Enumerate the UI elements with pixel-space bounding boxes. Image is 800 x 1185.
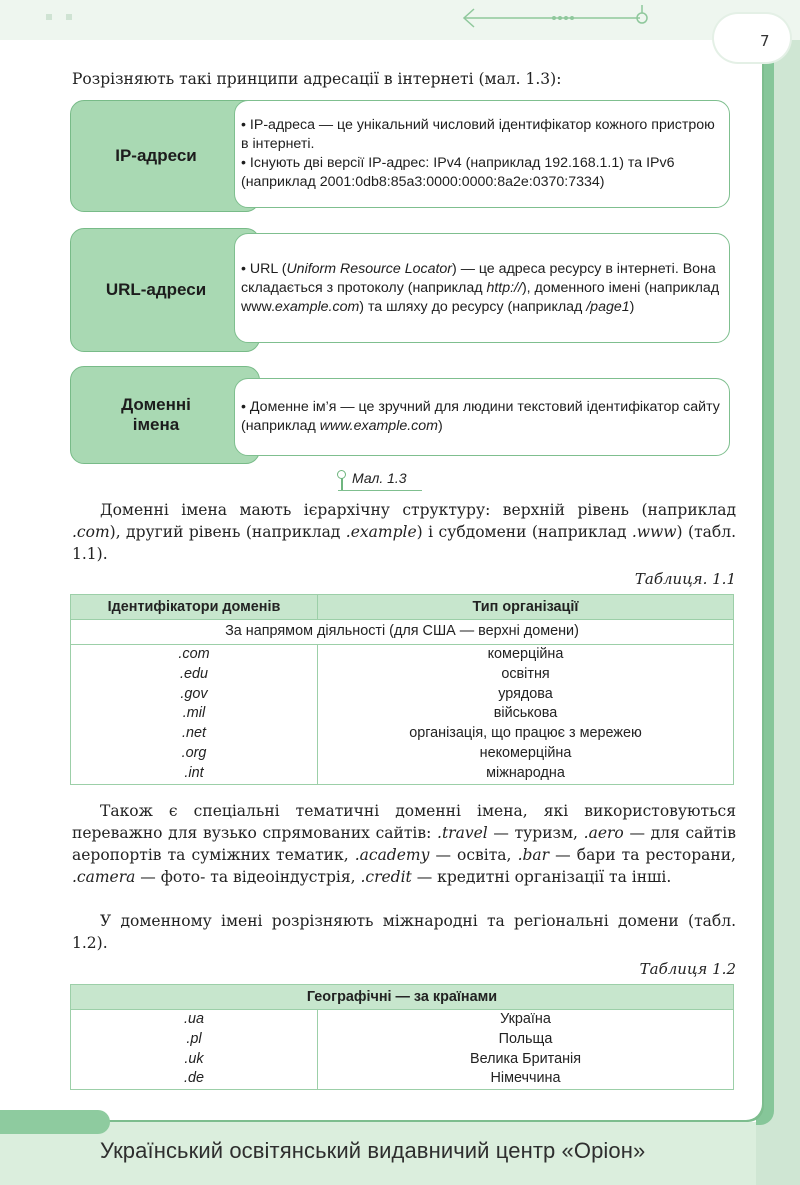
table1 xyxy=(70,594,734,785)
text-segment: — бари та ресторани, xyxy=(549,846,736,864)
text-segment: .aero xyxy=(583,824,624,842)
domain-cell: .edu xyxy=(71,665,318,685)
intro-text: Розрізняють такі принципи адресації в інтернеті (мал. 1.3): xyxy=(72,70,562,88)
value-cell: військова xyxy=(318,704,734,724)
text-segment: /page1 xyxy=(586,298,630,315)
text-segment: .camera xyxy=(72,868,136,886)
table-row xyxy=(71,744,734,764)
text-segment: ) — це адреса ресурсу в інтернеті. Вона складається з протоколу (наприклад xyxy=(241,260,716,296)
text-segment: .com xyxy=(72,523,110,541)
paragraph-regional: У доменному імені розрізняють міжнародні та регіональні домени (табл. 1.2). xyxy=(72,912,736,952)
table2 xyxy=(70,984,734,1090)
paragraph-thematic xyxy=(72,800,736,888)
value-cell: освітня xyxy=(318,665,734,685)
text-segment: http:// xyxy=(486,279,522,296)
domain-cell: .com xyxy=(71,645,318,665)
page-number-cloud xyxy=(714,14,790,62)
domain-cell: .gov xyxy=(71,685,318,705)
text-segment: ) xyxy=(629,298,635,315)
ip-line-1: • IP-адреса — це унікальний числовий ідентифікатор кожного пристрою в інтернеті. xyxy=(241,117,715,152)
text-segment: — кредитні організації та інші. xyxy=(411,868,672,886)
domain-category-label xyxy=(121,395,191,435)
ip-category-box xyxy=(70,100,260,212)
text-segment: ) та шляху до ресурсу (наприклад xyxy=(359,298,587,315)
text-segment: ) xyxy=(437,418,443,434)
text-segment: www.example.com xyxy=(319,418,438,434)
value-cell: Україна xyxy=(318,1010,734,1030)
table-row xyxy=(71,764,734,784)
domain-cell: .pl xyxy=(71,1030,318,1050)
text-segment: — для сайтів аеропортів та суміжних тематик, xyxy=(72,824,736,864)
domain-description xyxy=(241,398,723,436)
table1-header-domains: Ідентифікатори доменів xyxy=(71,595,318,620)
text-segment: — туризм, xyxy=(487,824,584,842)
text-segment: ) (табл. 1.1). xyxy=(72,523,736,563)
domain-cell: .org xyxy=(71,744,318,764)
text-segment: • Доменне ім’я — це зручний для людини текстовий ідентифікатор сайту (наприклад xyxy=(241,399,720,434)
ip-description-box xyxy=(234,100,730,208)
value-cell: некомерційна xyxy=(318,744,734,764)
text-segment: • URL ( xyxy=(241,260,287,277)
value-cell: урядова xyxy=(318,685,734,705)
url-description-box xyxy=(234,233,730,343)
domain-category-line-1: Доменні xyxy=(121,395,191,414)
text-segment: — фото- та відеоіндустрія, xyxy=(135,868,361,886)
domain-category-box xyxy=(70,366,260,464)
table1-label: Таблиця. 1.1 xyxy=(634,570,736,588)
publisher-footer: Український освітянський видавничий центр «Оріон» xyxy=(100,1138,646,1163)
table-row xyxy=(71,665,734,685)
text-segment: .example xyxy=(345,523,417,541)
value-cell: Німеччина xyxy=(318,1069,734,1089)
value-cell: Польща xyxy=(318,1030,734,1050)
text-segment: .academy xyxy=(354,846,430,864)
table-row xyxy=(71,724,734,744)
table-row xyxy=(71,704,734,724)
text-segment: .credit xyxy=(360,868,412,886)
text-segment: ), доменного імені (наприклад www. xyxy=(241,279,720,315)
ip-line-2: • Існують дві версії IP-адрес: IPv4 (наприклад 192.168.1.1) та IPv6 (наприклад 2001:0db8:85a3:0000:0000:8a2e:0370:7334) xyxy=(241,155,675,190)
domain-cell: .de xyxy=(71,1069,318,1089)
page-number: 7 xyxy=(760,32,770,50)
figure-caption-text: Мал. 1.3 xyxy=(352,470,407,486)
text-segment: .www xyxy=(631,523,677,541)
table-row xyxy=(71,1010,734,1030)
text-segment: example.com xyxy=(274,298,360,315)
text-segment: .travel xyxy=(437,824,488,842)
url-category-box xyxy=(70,228,260,352)
bottom-accent-bar xyxy=(0,1110,110,1134)
url-category-label: URL-адреси xyxy=(105,280,207,299)
domain-cell: .mil xyxy=(71,704,318,724)
table-row xyxy=(71,645,734,665)
value-cell: Велика Британія xyxy=(318,1050,734,1070)
domain-category-line-2: імена xyxy=(132,415,180,434)
domain-cell: .int xyxy=(71,764,318,784)
table2-label: Таблиця 1.2 xyxy=(639,960,736,978)
ip-category-label: IP-адреси xyxy=(115,146,197,165)
pin-stem xyxy=(341,478,343,490)
domain-cell: .ua xyxy=(71,1010,318,1030)
table1-header-type: Тип організації xyxy=(318,595,734,620)
table-row xyxy=(71,1030,734,1050)
figure-caption xyxy=(338,468,422,491)
text-segment: — освіта, xyxy=(429,846,518,864)
text-segment: .bar xyxy=(517,846,550,864)
table-row xyxy=(71,1050,734,1070)
domain-cell: .net xyxy=(71,724,318,744)
value-cell: міжнародна xyxy=(318,764,734,784)
domain-cell: .uk xyxy=(71,1050,318,1070)
table-row xyxy=(71,685,734,705)
top-arrow-decoration xyxy=(460,5,660,31)
paragraph-hierarchy xyxy=(72,499,736,565)
text-segment: Також є спеціальні тематичні доменні імена, які використовуються переважно для вузько спрямованих сайтів: xyxy=(72,802,736,842)
table-row xyxy=(71,1069,734,1089)
top-band xyxy=(0,0,800,40)
value-cell: організація, що працює з мережею xyxy=(318,724,734,744)
text-segment: Доменні імена мають ієрархічну структуру: верхній рівень (наприклад xyxy=(100,501,736,519)
text-segment: ) і субдомени (наприклад xyxy=(416,523,632,541)
text-segment: ), другий рівень (наприклад xyxy=(109,523,346,541)
value-cell: комерційна xyxy=(318,645,734,665)
table1-subheader: За напрямом діяльності (для США — верхні домени) xyxy=(71,620,734,645)
text-segment: Uniform Resource Locator xyxy=(286,260,453,277)
domain-description-box xyxy=(234,378,730,456)
table2-header: Географічні — за країнами xyxy=(71,985,734,1010)
deco-square xyxy=(66,14,72,20)
url-description xyxy=(241,260,723,317)
deco-square xyxy=(46,14,52,20)
